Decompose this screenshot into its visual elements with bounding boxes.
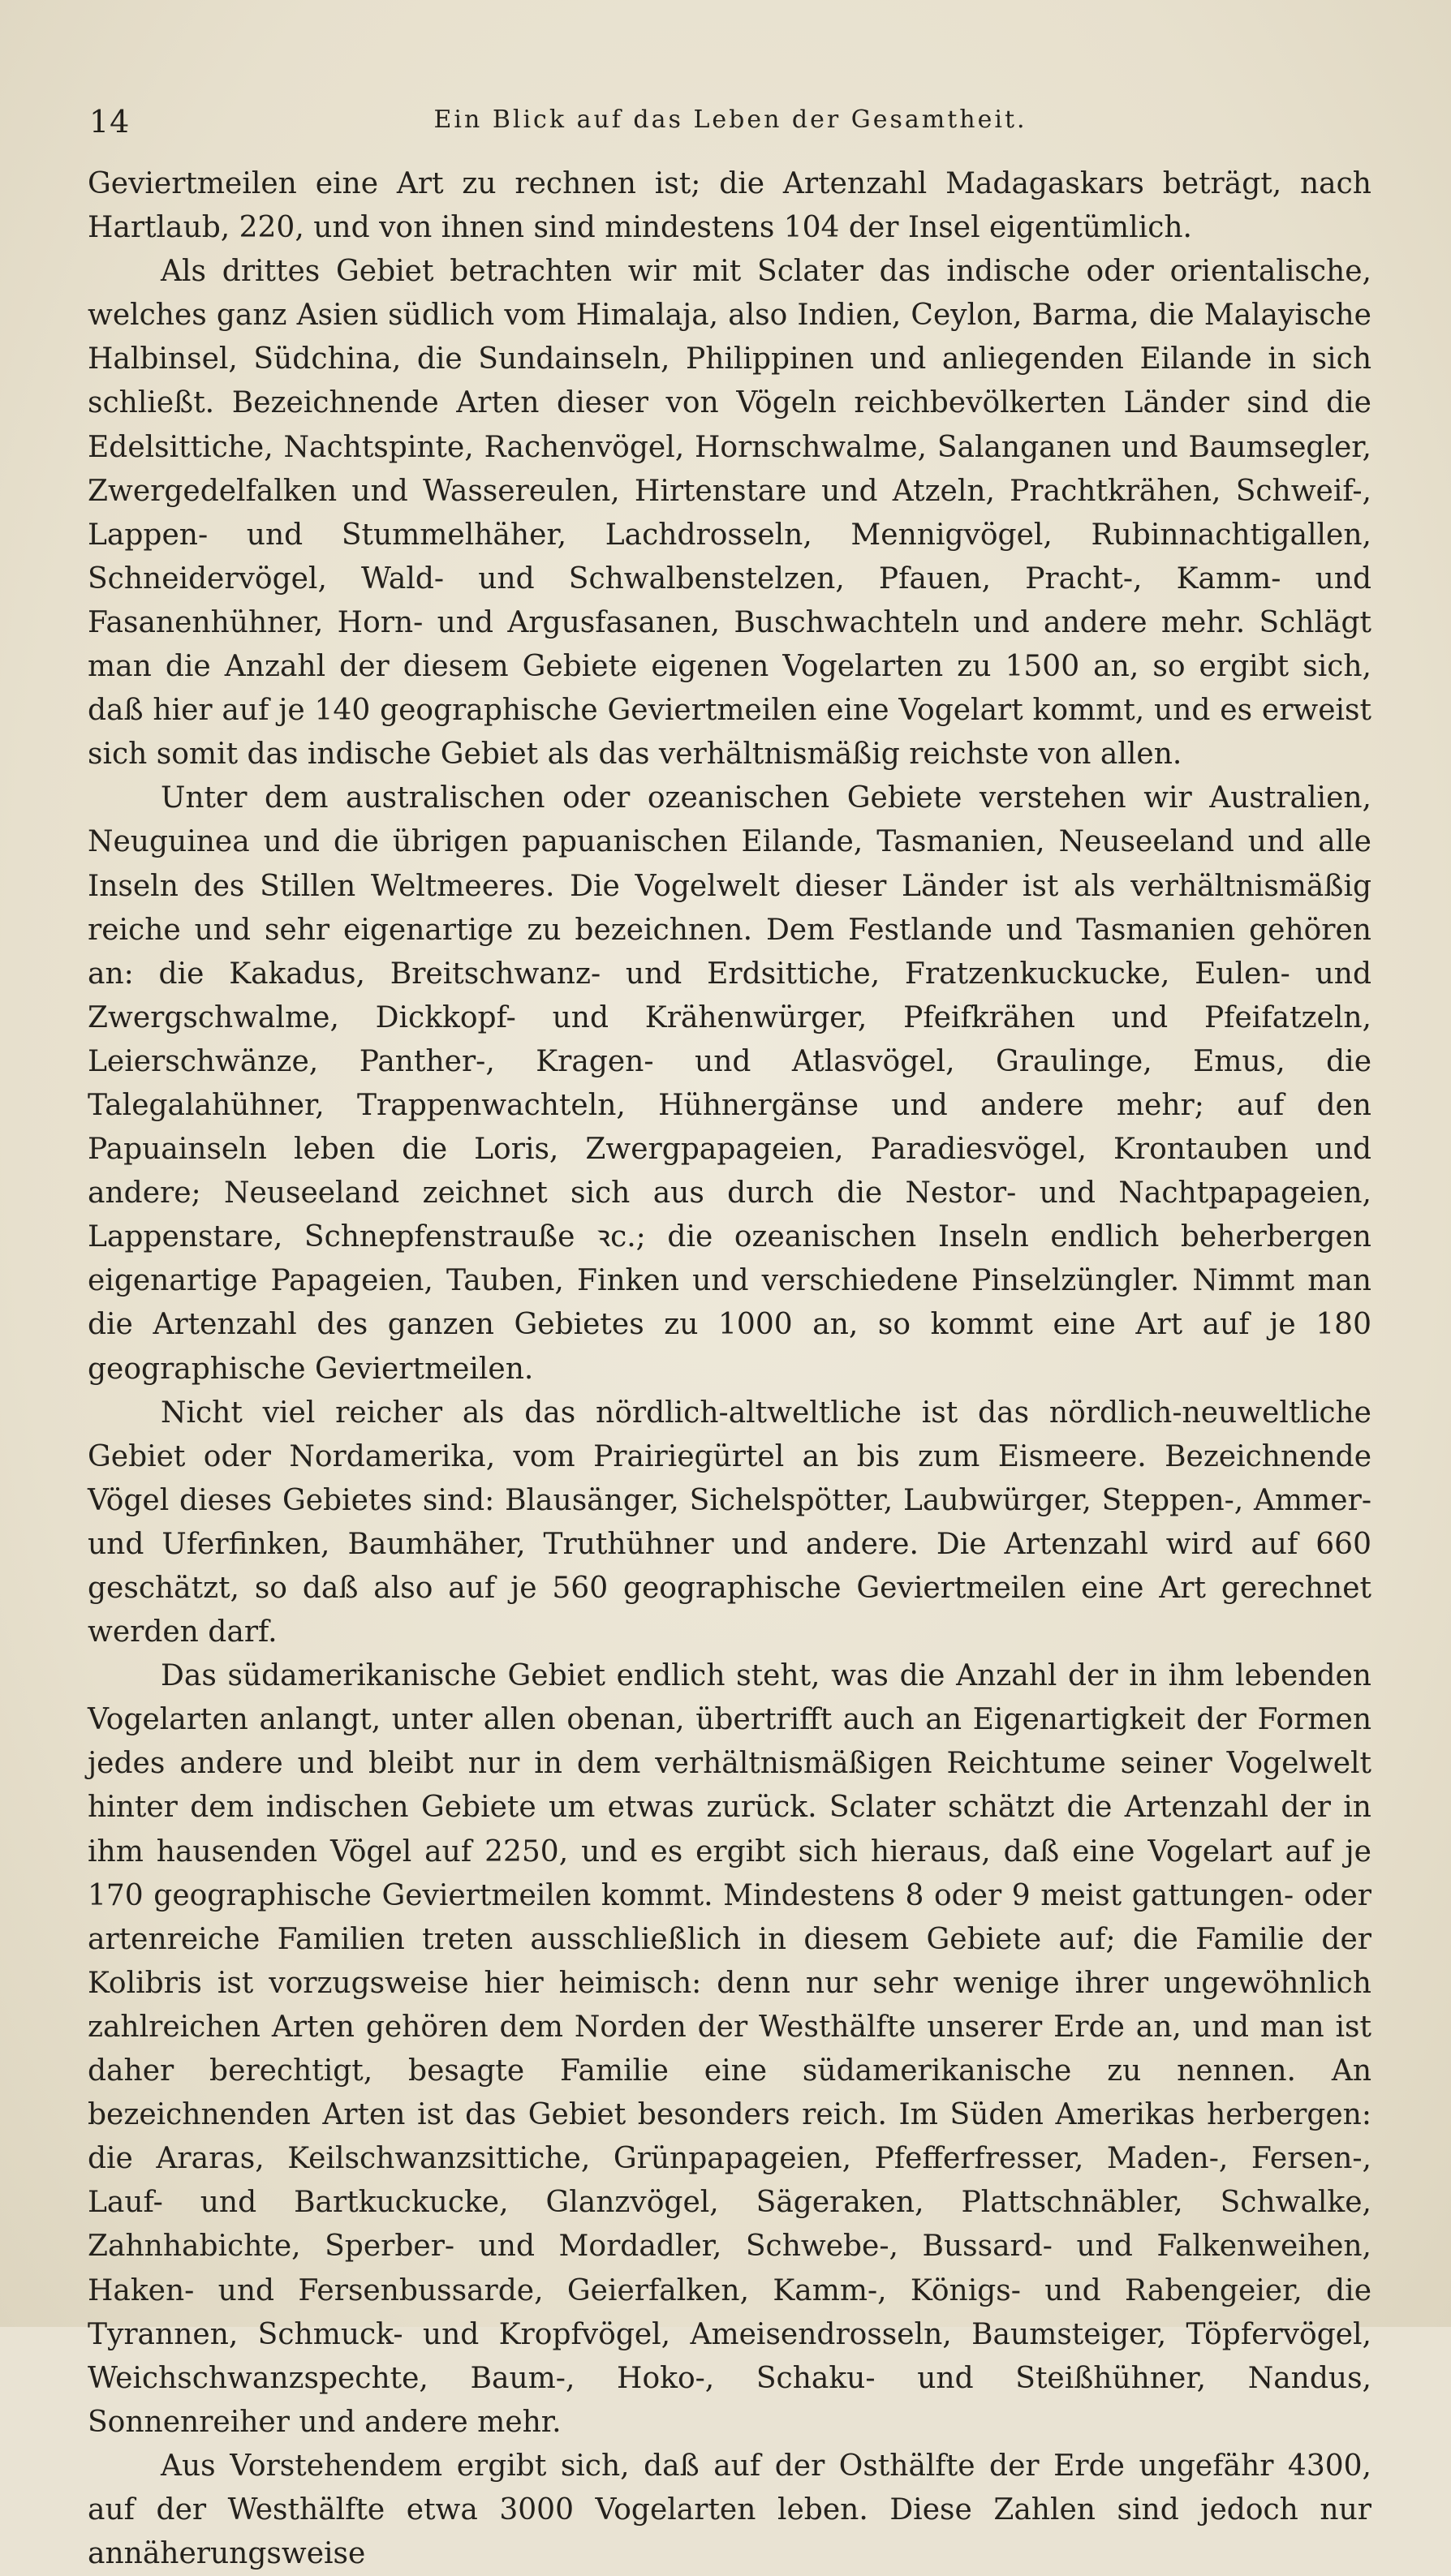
page-number: 14 bbox=[89, 104, 131, 140]
paragraph-south-american-region: Das südamerikanische Gebiet endlich steht, was die Anzahl der in ihm lebenden Vogelarten anlangt, unter allen obenan, übertrifft auch an Eigenartigkeit der Formen jedes andere und bleibt nur in dem verhältnismäßigen Reichtume seiner Vogelwelt hinter dem indischen Gebiete um etwas zurück. Sclater schätzt die Artenzahl der in ihm hausenden Vögel auf 2250, und es ergibt sich hieraus, daß eine Vogelart auf je 170 geographische Geviertmeilen kommt. Mindestens 8 oder 9 meist gattungen- oder artenreiche Familien treten ausschließlich in diesem Gebiete auf; die Familie der Kolibris ist vorzugsweise hier heimisch: denn nur sehr wenige ihrer ungewöhnlich zahlreichen Arten gehören dem Norden der Westhälfte unserer Erde an, und man ist daher berechtigt, besagte Familie eine südamerikanische zu nennen. An bezeichnenden Arten ist das Gebiet besonders reich. Im Süden Amerikas herbergen: die Araras, Keilschwanzsittiche, Grünpapageien, Pfefferfresser, Maden-, Fersen-, Lauf- und Bartkuckucke, Glanzvögel, Sägeraken, Plattschnäbler, Schwalke, Zahnhabichte, Sperber- und Mordadler, Schwebe-, Bussard- und Falkenweihen, Haken- und Fersenbussarde, Geierfalken, Kamm-, Königs- und Rabengeier, die Tyrannen, Schmuck- und Kropfvögel, Ameisendrosseln, Baumsteiger, Töpfervögel, Weichschwanzspechte, Baum-, Hoko-, Schaku- und Steißhühner, Nandus, Sonnenreiher und andere mehr. bbox=[88, 1659, 1371, 2439]
paragraph-north-american-region: Nicht viel reicher als das nördlich-altweltliche ist das nördlich-neuweltliche Gebiet oder Nordamerika, vom Prairiegürtel an bis zum Eismeere. Bezeichnende Vögel dieses Gebietes sind: Blausänger, Sichelspötter, Laubwürger, Steppen-, Ammer- und Uferfinken, Baumhäher, Truthühner und andere. Die Artenzahl wird auf 660 geschätzt, so daß also auf je 560 geographische Geviertmeilen eine Art gerechnet werden darf. bbox=[88, 1396, 1371, 1649]
paragraph-continuation: Geviertmeilen eine Art zu rechnen ist; die Artenzahl Madagaskars beträgt, nach Hartlaub, 220, und von ihnen sind mindestens 104 der Insel eigentümlich. bbox=[88, 167, 1371, 245]
running-title: Ein Blick auf das Leben der Gesamtheit. bbox=[433, 105, 1027, 134]
body-text bbox=[88, 162, 1371, 2576]
paragraph-indian-region: Als drittes Gebiet betrachten wir mit Sclater das indische oder orientalische, welches ganz Asien südlich vom Himalaja, also Indien, Ceylon, Barma, die Malayische Halbinsel, Südchina, die Sundainseln, Philippinen und anliegenden Eilande in sich schließt. Bezeichnende Arten dieser von Vögeln reichbevölkerten Länder sind die Edelsittiche, Nachtspinte, Rachenvögel, Hornschwalme, Salanganen und Baumsegler, Zwergedelfalken und Wassereulen, Hirtenstare und Atzeln, Prachtkrähen, Schweif-, Lappen- und Stummelhäher, Lachdrosseln, Mennigvögel, Rubinnachtigallen, Schneidervögel, Wald- und Schwalbenstelzen, Pfauen, Pracht-, Kamm- und Fasanenhühner, Horn- und Argusfasanen, Buschwachteln und andere mehr. Schlägt man die Anzahl der diesem Gebiete eigenen Vogelarten zu 1500 an, so ergibt sich, daß hier auf je 140 geographische Geviertmeilen eine Vogelart kommt, und es erweist sich somit das indische Gebiet als das verhältnismäßig reichste von allen. bbox=[88, 255, 1371, 772]
paragraph-australian-region: Unter dem australischen oder ozeanischen Gebiete verstehen wir Australien, Neuguinea und die übrigen papuanischen Eilande, Tasmanien, Neuseeland und alle Inseln des Stillen Weltmeeres. Die Vogelwelt dieser Länder ist als verhältnismäßig reiche und sehr eigenartige zu bezeichnen. Dem Festlande und Tasmanien gehören an: die Kakadus, Breitschwanz- und Erdsittiche, Fratzenkuckucke, Eulen- und Zwergschwalme, Dickkopf- und Krähenwürger, Pfeifkrähen und Pfeifatzeln, Leierschwänze, Panther-, Kragen- und Atlasvögel, Graulinge, Emus, die Talegalahühner, Trappenwachteln, Hühnergänse und andere mehr; auf den Papuainseln leben die Loris, Zwergpapageien, Paradiesvögel, Krontauben und andere; Neuseeland zeichnet sich aus durch die Nestor- und Nachtpapageien, Lappenstare, Schnepfenstrauße ꝛc.; die ozeanischen Inseln endlich beherbergen eigenartige Papageien, Tauben, Finken und verschiedene Pinselzüngler. Nimmt man die Artenzahl des ganzen Gebietes zu 1000 an, so kommt eine Art auf je 180 geographische Geviertmeilen. bbox=[88, 781, 1371, 1386]
page-header bbox=[89, 104, 1371, 153]
paragraph-summary: Aus Vorstehendem ergibt sich, daß auf der Osthälfte der Erde ungefähr 4300, auf der Westhälfte etwa 3000 Vogelarten leben. Diese Zahlen sind jedoch nur annäherungsweise bbox=[88, 2449, 1371, 2571]
